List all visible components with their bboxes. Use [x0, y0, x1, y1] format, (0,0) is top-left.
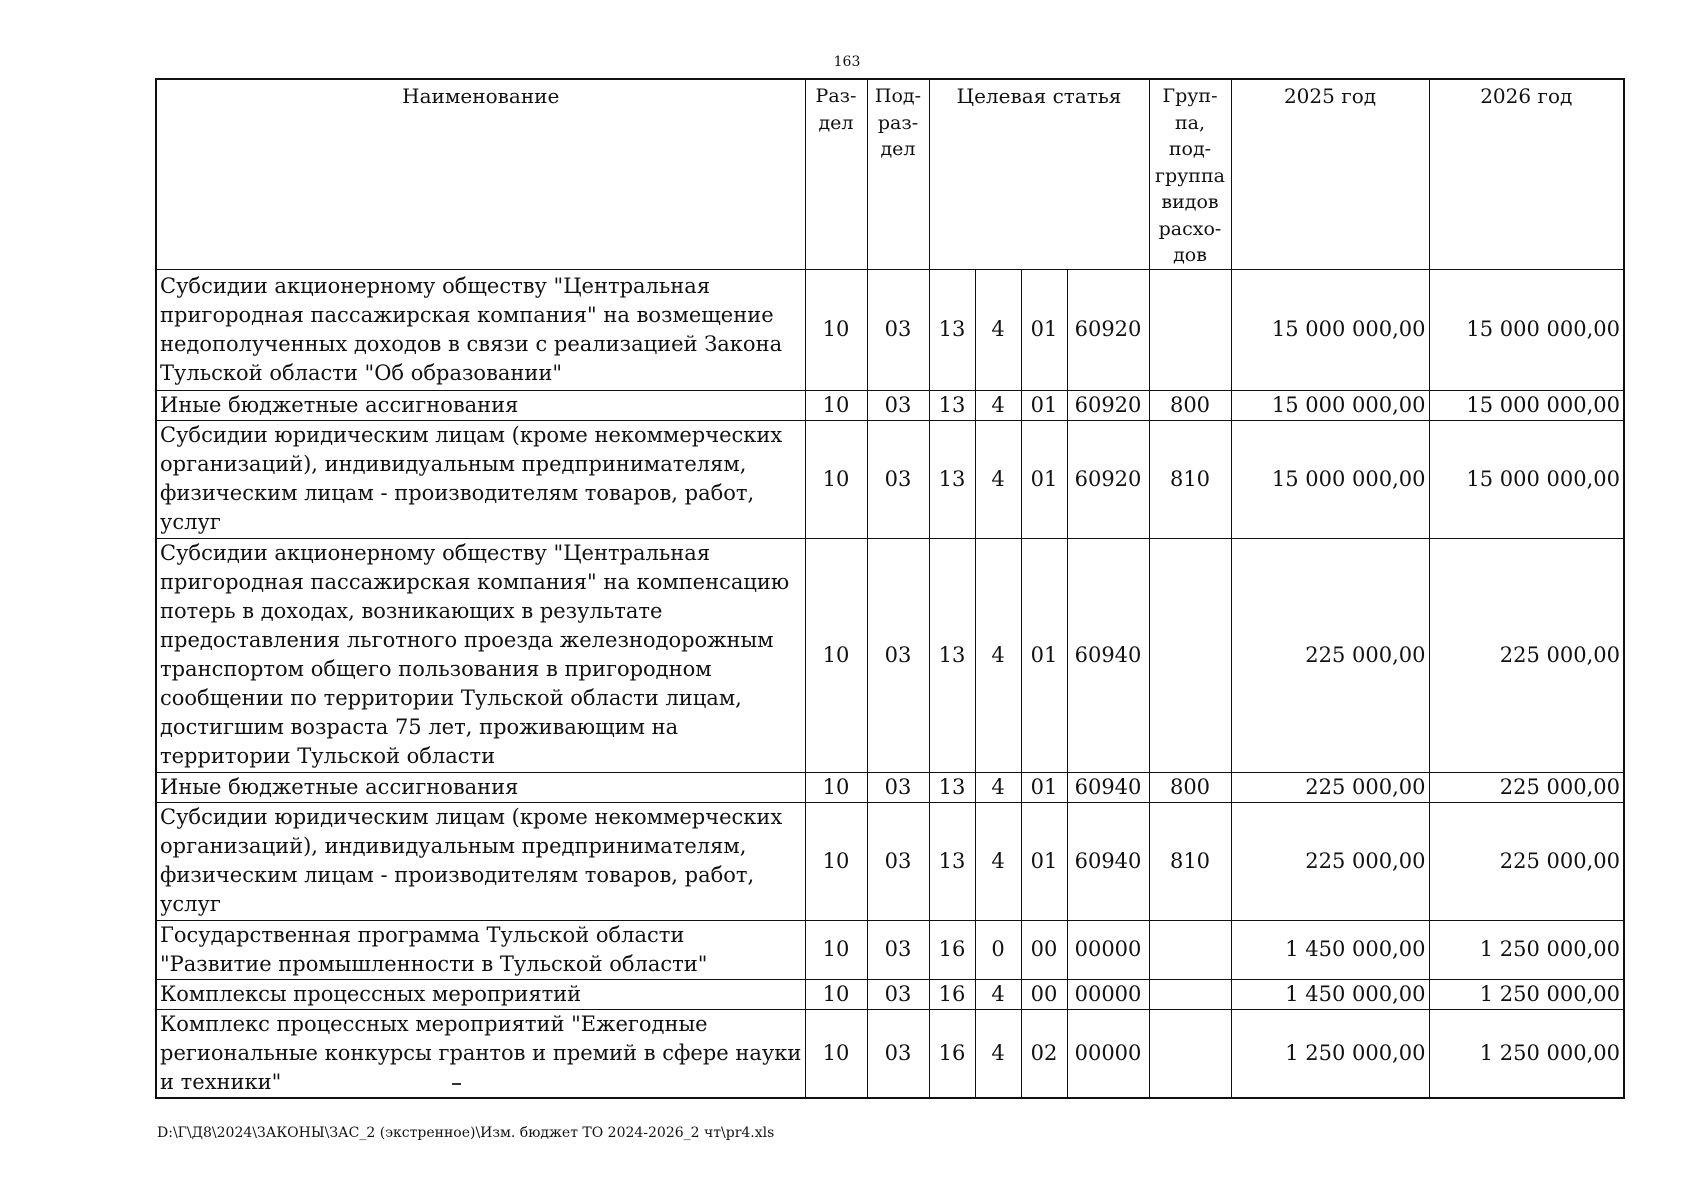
row-target-direction: 60940 — [1067, 802, 1149, 920]
row-podrazdel: 03 — [867, 269, 929, 390]
row-target-type: 0 — [975, 920, 1021, 979]
table-row — [156, 920, 1624, 979]
row-group — [1149, 269, 1231, 390]
row-amount-2025: 225 000,00 — [1231, 772, 1429, 802]
row-target-type: 4 — [975, 390, 1021, 420]
header-2025: 2025 год — [1231, 79, 1429, 269]
row-target-direction: 60920 — [1067, 420, 1149, 538]
row-amount-2025: 225 000,00 — [1231, 802, 1429, 920]
stray-dash — [452, 1083, 461, 1085]
row-razdel: 10 — [805, 538, 867, 772]
table-row — [156, 538, 1624, 772]
row-name: Иные бюджетные ассигнования — [156, 390, 805, 420]
row-amount-2026: 15 000 000,00 — [1429, 390, 1624, 420]
row-target-structure: 01 — [1021, 390, 1067, 420]
row-target-structure: 01 — [1021, 538, 1067, 772]
table-row — [156, 802, 1624, 920]
row-amount-2026: 1 250 000,00 — [1429, 979, 1624, 1009]
row-target-type: 4 — [975, 802, 1021, 920]
row-group: 800 — [1149, 390, 1231, 420]
row-target-program: 13 — [929, 390, 975, 420]
row-target-structure: 02 — [1021, 1009, 1067, 1098]
row-amount-2025: 225 000,00 — [1231, 538, 1429, 772]
row-target-structure: 01 — [1021, 269, 1067, 390]
row-amount-2025: 1 450 000,00 — [1231, 920, 1429, 979]
row-target-program: 13 — [929, 772, 975, 802]
row-razdel: 10 — [805, 772, 867, 802]
row-amount-2026: 15 000 000,00 — [1429, 420, 1624, 538]
budget-table — [155, 78, 1625, 1099]
table-row — [156, 772, 1624, 802]
row-name: Комплексы процессных мероприятий — [156, 979, 805, 1009]
page-number: 163 — [833, 54, 861, 70]
row-amount-2026: 1 250 000,00 — [1429, 1009, 1624, 1098]
footer-path: D:\Г\Д8\2024\ЗАКОНЫ\ЗАС_2 (экстренное)\Изм. бюджет ТО 2024-2026_2 чт\pr4.xls — [157, 1125, 775, 1141]
row-target-structure: 00 — [1021, 979, 1067, 1009]
table-row — [156, 979, 1624, 1009]
row-name: Иные бюджетные ассигнования — [156, 772, 805, 802]
row-amount-2026: 225 000,00 — [1429, 772, 1624, 802]
row-name: Государственная программа Тульской области "Развитие промышленности в Тульской области" — [156, 920, 805, 979]
header-group: Груп-па, под-группа видов расхо-дов — [1149, 79, 1231, 269]
row-group — [1149, 979, 1231, 1009]
row-group — [1149, 538, 1231, 772]
row-target-type: 4 — [975, 1009, 1021, 1098]
row-target-type: 4 — [975, 772, 1021, 802]
row-target-direction: 60920 — [1067, 269, 1149, 390]
header-target: Целевая статья — [929, 79, 1149, 269]
row-target-direction: 60940 — [1067, 772, 1149, 802]
row-podrazdel: 03 — [867, 920, 929, 979]
header-row — [156, 79, 1624, 269]
row-target-type: 4 — [975, 420, 1021, 538]
row-podrazdel: 03 — [867, 538, 929, 772]
row-amount-2025: 1 450 000,00 — [1231, 979, 1429, 1009]
row-group — [1149, 920, 1231, 979]
row-target-program: 13 — [929, 269, 975, 390]
row-target-direction: 00000 — [1067, 1009, 1149, 1098]
row-razdel: 10 — [805, 920, 867, 979]
row-target-direction: 60940 — [1067, 538, 1149, 772]
row-razdel: 10 — [805, 420, 867, 538]
row-amount-2026: 225 000,00 — [1429, 538, 1624, 772]
row-name: Субсидии юридическим лицам (кроме некоммерческих организаций), индивидуальным предпринимателям, физическим лицам - производителям товаров, работ, услуг — [156, 802, 805, 920]
row-target-structure: 00 — [1021, 920, 1067, 979]
row-group: 810 — [1149, 420, 1231, 538]
row-amount-2025: 15 000 000,00 — [1231, 390, 1429, 420]
header-name: Наименование — [156, 79, 805, 269]
row-target-type: 4 — [975, 269, 1021, 390]
row-target-program: 16 — [929, 920, 975, 979]
row-group: 810 — [1149, 802, 1231, 920]
row-amount-2026: 225 000,00 — [1429, 802, 1624, 920]
row-target-program: 16 — [929, 979, 975, 1009]
row-target-type: 4 — [975, 979, 1021, 1009]
row-target-type: 4 — [975, 538, 1021, 772]
row-amount-2025: 15 000 000,00 — [1231, 420, 1429, 538]
row-amount-2025: 15 000 000,00 — [1231, 269, 1429, 390]
row-razdel: 10 — [805, 1009, 867, 1098]
row-podrazdel: 03 — [867, 390, 929, 420]
row-podrazdel: 03 — [867, 420, 929, 538]
row-target-structure: 01 — [1021, 802, 1067, 920]
table-row — [156, 390, 1624, 420]
header-razdel: Раз-дел — [805, 79, 867, 269]
row-razdel: 10 — [805, 802, 867, 920]
row-podrazdel: 03 — [867, 1009, 929, 1098]
row-target-direction: 60920 — [1067, 390, 1149, 420]
row-amount-2026: 1 250 000,00 — [1429, 920, 1624, 979]
row-target-program: 13 — [929, 538, 975, 772]
row-group: 800 — [1149, 772, 1231, 802]
row-podrazdel: 03 — [867, 979, 929, 1009]
row-target-program: 13 — [929, 802, 975, 920]
row-name: Субсидии акционерному обществу "Центральная пригородная пассажирская компания" на компенсацию потерь в доходах, возникающих в результате предоставления льготного проезда железнодорожным транспортом общего пользования в пригородном сообщении по территории Тульской области лицам, достигшим возраста 75 лет, проживающим на территории Тульской области — [156, 538, 805, 772]
row-podrazdel: 03 — [867, 802, 929, 920]
row-target-program: 13 — [929, 420, 975, 538]
table-row — [156, 269, 1624, 390]
row-target-structure: 01 — [1021, 772, 1067, 802]
header-2026: 2026 год — [1429, 79, 1624, 269]
row-amount-2026: 15 000 000,00 — [1429, 269, 1624, 390]
row-podrazdel: 03 — [867, 772, 929, 802]
row-target-program: 16 — [929, 1009, 975, 1098]
row-razdel: 10 — [805, 269, 867, 390]
header-podrazdel: Под-раз-дел — [867, 79, 929, 269]
row-amount-2025: 1 250 000,00 — [1231, 1009, 1429, 1098]
row-name: Субсидии юридическим лицам (кроме некоммерческих организаций), индивидуальным предпринимателям, физическим лицам - производителям товаров, работ, услуг — [156, 420, 805, 538]
row-target-direction: 00000 — [1067, 979, 1149, 1009]
row-name: Комплекс процессных мероприятий "Ежегодные региональные конкурсы грантов и премий в сфере науки и техники" — [156, 1009, 805, 1098]
row-target-direction: 00000 — [1067, 920, 1149, 979]
table-row — [156, 1009, 1624, 1098]
row-target-structure: 01 — [1021, 420, 1067, 538]
row-group — [1149, 1009, 1231, 1098]
row-name: Субсидии акционерному обществу "Центральная пригородная пассажирская компания" на возмещение недополученных доходов в связи с реализацией Закона Тульской области "Об образовании" — [156, 269, 805, 390]
row-razdel: 10 — [805, 979, 867, 1009]
table-row — [156, 420, 1624, 538]
row-razdel: 10 — [805, 390, 867, 420]
